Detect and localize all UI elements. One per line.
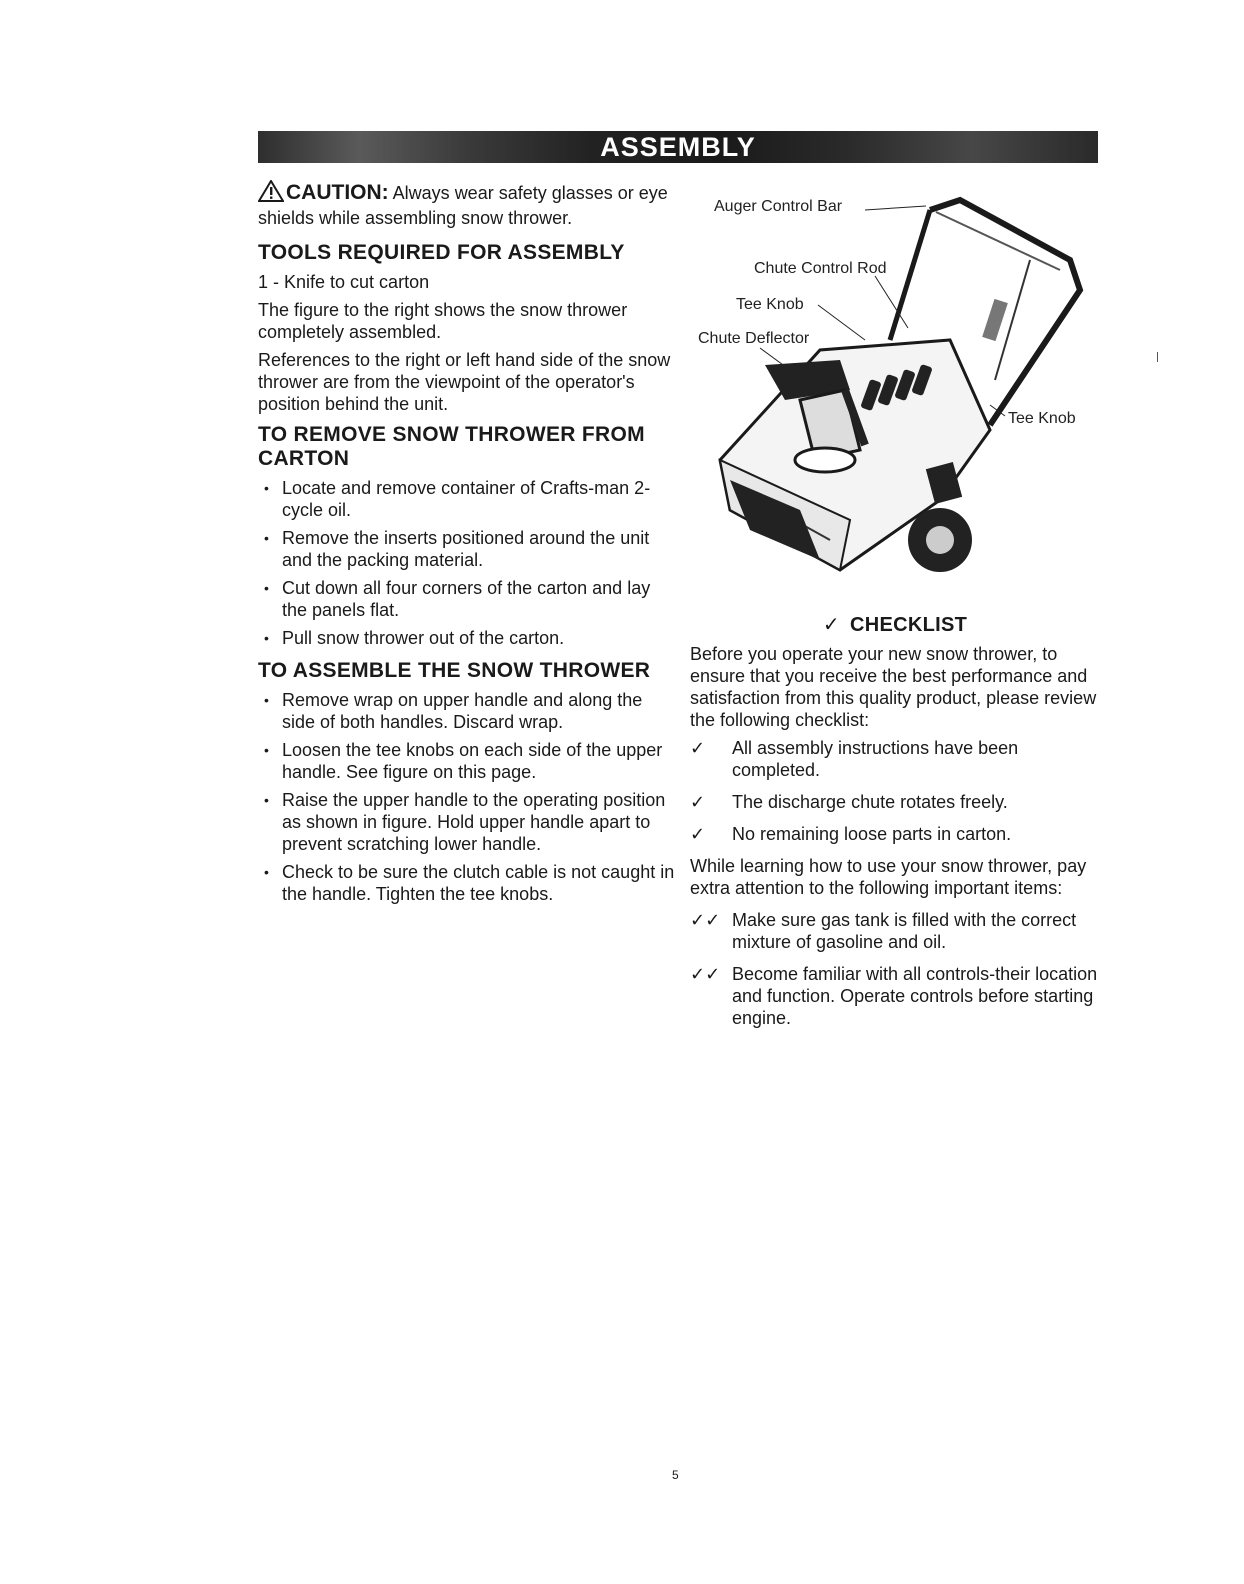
list-item: • Cut down all four corners of the carton and lay the panels flat. (258, 577, 678, 621)
caution-notice (258, 180, 678, 229)
list-item: ✓✓ Become familiar with all controls-their location and function. Operate controls before starting engine. (690, 964, 1098, 1028)
important-items (690, 909, 1100, 1029)
checkmark-icon: ✓ (690, 738, 706, 758)
right-column (690, 612, 1100, 1039)
checkmark-icon: ✓ (822, 614, 840, 636)
checklist-heading-row (690, 612, 1100, 637)
warning-triangle-icon (258, 180, 284, 207)
list-item: • Pull snow thrower out of the carton. (258, 627, 678, 649)
label-auger-control-bar: Auger Control Bar (714, 198, 843, 215)
list-item: ✓ The discharge chute rotates freely. (690, 792, 1008, 812)
tools-para-figure: The figure to the right shows the snow thrower completely assembled. (258, 300, 628, 342)
caution-label: CAUTION: (286, 181, 389, 204)
list-item: • Remove wrap on upper handle and along the side of both handles. Discard wrap. (258, 689, 678, 733)
tools-item: 1 - Knife to cut carton (258, 272, 430, 292)
tools-para-references: References to the right or left hand side of the snow thrower are from the viewpoint of the operator's position behind the unit. (258, 350, 671, 414)
list-item: • Check to be sure the clutch cable is not caught in the handle. Tighten the tee knobs. (258, 861, 678, 905)
assemble-heading: TO ASSEMBLE THE SNOW THROWER (258, 659, 651, 682)
list-item: ✓✓ Make sure gas tank is filled with the correct mixture of gasoline and oil. (690, 910, 1077, 952)
list-item: • Remove the inserts positioned around the unit and the packing material. (258, 527, 678, 571)
learning-para: While learning how to use your snow thrower, pay extra attention to the following important items: (690, 856, 1087, 898)
remove-steps (258, 477, 678, 649)
caution-text: Always wear safety glasses or eye shields while assembling snow thrower. (258, 183, 668, 228)
section-title: ASSEMBLY (600, 131, 756, 162)
label-tee-knob-top: Tee Knob (736, 296, 804, 313)
label-chute-deflector: Chute Deflector (698, 330, 810, 347)
stray-mark (1157, 352, 1158, 362)
checklist-intro: Before you operate your new snow thrower, to ensure that you receive the best performance and satisfaction from this quality product, please review the following checklist: (690, 644, 1097, 730)
tools-heading: TOOLS REQUIRED FOR ASSEMBLY (258, 241, 625, 264)
remove-heading: TO REMOVE SNOW THROWER FROM CARTON (258, 423, 645, 470)
list-item: • Locate and remove container of Crafts-man 2-cycle oil. (258, 477, 678, 521)
snow-thrower-illustration (690, 190, 1110, 610)
double-checkmark-icon: ✓✓ (690, 910, 721, 930)
list-item: • Loosen the tee knobs on each side of the upper handle. See figure on this page. (258, 739, 678, 783)
section-banner (258, 131, 1098, 163)
label-tee-knob-right: Tee Knob (1008, 410, 1076, 427)
double-checkmark-icon: ✓✓ (690, 964, 721, 984)
list-item: • Raise the upper handle to the operating position as shown in figure. Hold upper handle apart to prevent scratching lower handle. (258, 789, 678, 855)
checkmark-icon: ✓ (690, 824, 706, 844)
left-column (258, 180, 678, 915)
snow-thrower-figure (690, 190, 1110, 610)
list-item: ✓ All assembly instructions have been completed. (690, 738, 1019, 780)
list-item: ✓ No remaining loose parts in carton. (690, 824, 1012, 844)
assemble-steps (258, 689, 678, 905)
label-chute-control-rod: Chute Control Rod (754, 260, 887, 277)
page-number: 5 (672, 1468, 679, 1482)
checklist-heading: CHECKLIST (849, 614, 968, 636)
checklist-items (690, 737, 1100, 845)
checkmark-icon: ✓ (690, 792, 706, 812)
